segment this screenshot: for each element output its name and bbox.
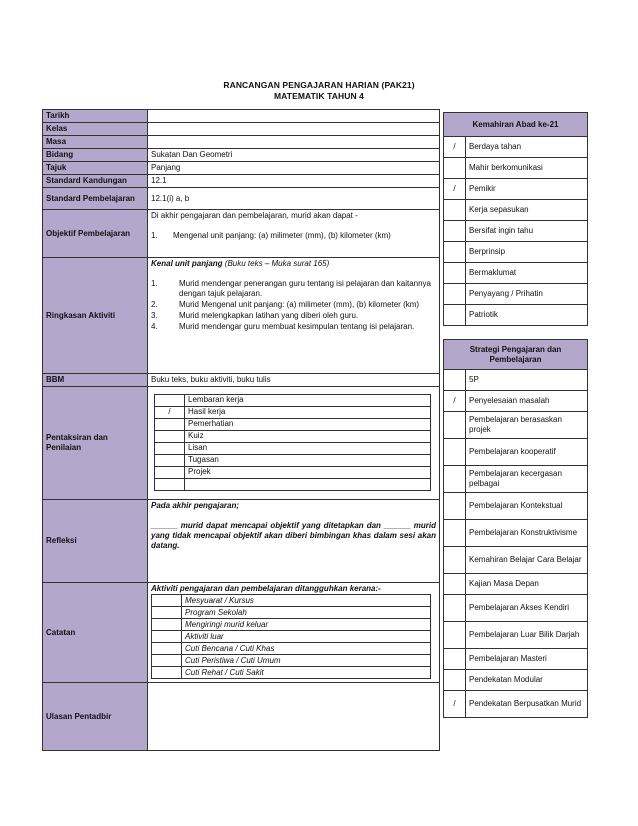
strategi-option: Kajian Masa Depan bbox=[466, 574, 588, 595]
kemahiran-checkbox[interactable] bbox=[444, 221, 466, 242]
strategi-row bbox=[444, 595, 588, 622]
standard-pembelajaran-label: Standard Pembelajaran bbox=[43, 188, 148, 210]
kemahiran-checkbox[interactable] bbox=[444, 242, 466, 263]
kemahiran-row bbox=[444, 158, 588, 179]
objektif-number: 1. bbox=[151, 231, 158, 240]
aktiviti-cell bbox=[148, 258, 440, 374]
tarikh-value[interactable] bbox=[148, 110, 440, 123]
kemahiran-row bbox=[444, 284, 588, 305]
catatan-row bbox=[152, 667, 431, 679]
catatan-option: Cuti Peristiwa / Cuti Umum bbox=[182, 655, 431, 667]
strategi-heading: Strategi Pengajaran dan Pembelajaran bbox=[444, 340, 588, 370]
catatan-checkbox[interactable] bbox=[152, 667, 182, 679]
aktiviti-reference: (Buku teks – Muka surat 165) bbox=[224, 259, 330, 268]
aktiviti-item-number: 1. bbox=[151, 279, 158, 288]
standard-kandungan-label: Standard Kandungan bbox=[43, 175, 148, 188]
strategi-option: Pembelajaran kecergasan pelbagai bbox=[466, 466, 588, 493]
catatan-option: Cuti Bencana / Cuti Khas bbox=[182, 643, 431, 655]
kelas-value[interactable] bbox=[148, 123, 440, 136]
bidang-label: Bidang bbox=[43, 149, 148, 162]
document-subtitle: MATEMATIK TAHUN 4 bbox=[274, 91, 364, 101]
strategi-option: 5P bbox=[466, 370, 588, 391]
aktiviti-item-number: 4. bbox=[151, 322, 158, 331]
kemahiran-checkbox[interactable]: / bbox=[444, 137, 466, 158]
tarikh-label: Tarikh bbox=[43, 110, 148, 123]
pentaksiran-option: Lembaran kerja bbox=[185, 394, 431, 406]
strategi-row bbox=[444, 574, 588, 595]
strategi-checkbox[interactable] bbox=[444, 439, 466, 466]
kemahiran-checkbox[interactable] bbox=[444, 200, 466, 221]
ulasan-label: Ulasan Pentadbir bbox=[43, 683, 148, 751]
pentaksiran-option bbox=[185, 478, 431, 490]
catatan-option: Cuti Rehat / Cuti Sakit bbox=[182, 667, 431, 679]
kemahiran-row bbox=[444, 242, 588, 263]
catatan-option: Program Sekolah bbox=[182, 607, 431, 619]
catatan-checkbox[interactable] bbox=[152, 643, 182, 655]
catatan-row bbox=[152, 655, 431, 667]
masa-label: Masa bbox=[43, 136, 148, 149]
strategi-option: Pembelajaran Akses Kendiri bbox=[466, 595, 588, 622]
pentaksiran-row bbox=[155, 442, 431, 454]
aktiviti-item-number: 2. bbox=[151, 300, 158, 309]
strategi-option: Kemahiran Belajar Cara Belajar bbox=[466, 547, 588, 574]
strategi-checkbox[interactable] bbox=[444, 649, 466, 670]
catatan-cell bbox=[148, 583, 440, 683]
refleksi-cell bbox=[148, 500, 440, 583]
strategi-option: Pembelajaran Masteri bbox=[466, 649, 588, 670]
pentaksiran-row bbox=[155, 418, 431, 430]
ulasan-value[interactable] bbox=[148, 683, 440, 751]
pentaksiran-option: Kuiz bbox=[185, 430, 431, 442]
catatan-row bbox=[152, 631, 431, 643]
pentaksiran-checkbox[interactable] bbox=[155, 394, 185, 406]
aktiviti-label: Ringkasan Aktiviti bbox=[43, 258, 148, 374]
kemahiran-option: Mahir berkomunikasi bbox=[466, 158, 588, 179]
pentaksiran-checkbox[interactable] bbox=[155, 454, 185, 466]
pentaksiran-option: Projek bbox=[185, 466, 431, 478]
kemahiran-option: Penyayang / Prihatin bbox=[466, 284, 588, 305]
strategi-row bbox=[444, 370, 588, 391]
catatan-row bbox=[152, 607, 431, 619]
standard-kandungan-value: 12.1 bbox=[148, 175, 440, 188]
catatan-checkbox[interactable] bbox=[152, 619, 182, 631]
kemahiran-checkbox[interactable] bbox=[444, 284, 466, 305]
aktiviti-item bbox=[151, 279, 431, 299]
catatan-checkbox[interactable] bbox=[152, 607, 182, 619]
strategi-row bbox=[444, 649, 588, 670]
aktiviti-heading: Kenal unit panjang bbox=[151, 259, 223, 268]
kemahiran-row bbox=[444, 179, 588, 200]
strategi-option: Pembelajaran kooperatif bbox=[466, 439, 588, 466]
strategi-row bbox=[444, 547, 588, 574]
strategi-row bbox=[444, 439, 588, 466]
pentaksiran-row bbox=[155, 478, 431, 490]
pentaksiran-option: Pemerhatian bbox=[185, 418, 431, 430]
pentaksiran-table bbox=[154, 394, 431, 491]
pentaksiran-option: Hasil kerja bbox=[185, 406, 431, 418]
kemahiran-option: Bersifat ingin tahu bbox=[466, 221, 588, 242]
kemahiran-row bbox=[444, 137, 588, 158]
kemahiran-table bbox=[443, 112, 588, 326]
strategi-checkbox[interactable] bbox=[444, 574, 466, 595]
strategi-checkbox[interactable] bbox=[444, 370, 466, 391]
catatan-option: Mengiringi murid keluar bbox=[182, 619, 431, 631]
aktiviti-item-text: Murid mendengar penerangan guru tentang isi pelajaran dan kaitannya dengan tajuk pelajaran. bbox=[179, 279, 431, 298]
pentaksiran-cell bbox=[148, 387, 440, 500]
strategi-row bbox=[444, 622, 588, 649]
refleksi-label: Refleksi bbox=[43, 500, 148, 583]
aktiviti-item bbox=[151, 322, 431, 332]
kemahiran-checkbox[interactable] bbox=[444, 263, 466, 284]
catatan-checkbox[interactable] bbox=[152, 631, 182, 643]
kemahiran-option: Bermaklumat bbox=[466, 263, 588, 284]
strategi-row bbox=[444, 466, 588, 493]
pentaksiran-option: Tugasan bbox=[185, 454, 431, 466]
catatan-row bbox=[152, 595, 431, 607]
aktiviti-item-text: Murid mendengar guru membuat kesimpulan tentang isi pelajaran. bbox=[179, 322, 415, 331]
pentaksiran-checkbox[interactable] bbox=[155, 466, 185, 478]
strategi-checkbox[interactable] bbox=[444, 412, 466, 439]
catatan-option: Mesyuarat / Kursus bbox=[182, 595, 431, 607]
kemahiran-row bbox=[444, 305, 588, 326]
strategi-option: Pembelajaran Konstruktivisme bbox=[466, 520, 588, 547]
kemahiran-option: Kerja sepasukan bbox=[466, 200, 588, 221]
strategi-option: Pendekatan Berpusatkan Murid bbox=[466, 691, 588, 718]
bidang-value: Sukatan Dan Geometri bbox=[148, 149, 440, 162]
kemahiran-checkbox[interactable] bbox=[444, 158, 466, 179]
pentaksiran-label: Pentaksiran dan Penilaian bbox=[43, 387, 148, 500]
pentaksiran-checkbox[interactable] bbox=[155, 442, 185, 454]
aktiviti-list bbox=[151, 279, 431, 332]
pentaksiran-row bbox=[155, 394, 431, 406]
kemahiran-option: Berprinsip bbox=[466, 242, 588, 263]
tajuk-label: Tajuk bbox=[43, 162, 148, 175]
strategi-row bbox=[444, 412, 588, 439]
catatan-checkbox[interactable] bbox=[152, 595, 182, 607]
kemahiran-option: Patriotik bbox=[466, 305, 588, 326]
strategi-checkbox[interactable] bbox=[444, 493, 466, 520]
strategi-checkbox[interactable] bbox=[444, 622, 466, 649]
catatan-row bbox=[152, 643, 431, 655]
tajuk-value: Panjang bbox=[148, 162, 440, 175]
refleksi-text: ______ murid dapat mencapai objektif yang ditetapkan dan ______ murid yang tidak mencapai objektif akan diberi bimbingan khas dalam sesi akan datang. bbox=[151, 521, 436, 550]
strategi-option: Pembelajaran Kontekstual bbox=[466, 493, 588, 520]
strategi-row bbox=[444, 391, 588, 412]
strategi-row bbox=[444, 493, 588, 520]
aktiviti-item bbox=[151, 311, 431, 321]
strategi-row bbox=[444, 691, 588, 718]
pentaksiran-checkbox[interactable]: / bbox=[155, 406, 185, 418]
strategi-checkbox[interactable]: / bbox=[444, 391, 466, 412]
catatan-checkbox[interactable] bbox=[152, 655, 182, 667]
aktiviti-item bbox=[151, 300, 431, 310]
kemahiran-row bbox=[444, 200, 588, 221]
bbm-value: Buku teks, buku aktiviti, buku tulis bbox=[148, 374, 440, 387]
document-title: RANCANGAN PENGAJARAN HARIAN (PAK21) bbox=[223, 80, 415, 90]
aktiviti-item-number: 3. bbox=[151, 311, 158, 320]
catatan-table bbox=[151, 594, 431, 679]
strategi-checkbox[interactable] bbox=[444, 670, 466, 691]
standard-pembelajaran-value: 12.1(i) a, b bbox=[148, 188, 440, 210]
aktiviti-item-text: Murid Mengenal unit panjang: (a) milimeter (mm), (b) kilometer (km) bbox=[179, 300, 420, 309]
strategi-checkbox[interactable] bbox=[444, 595, 466, 622]
pentaksiran-option: Lisan bbox=[185, 442, 431, 454]
kemahiran-checkbox[interactable] bbox=[444, 305, 466, 326]
strategi-option: Pendekatan Modular bbox=[466, 670, 588, 691]
strategi-option: Pembelajaran Luar Bilik Darjah bbox=[466, 622, 588, 649]
strategi-checkbox[interactable] bbox=[444, 547, 466, 574]
kemahiran-checkbox[interactable]: / bbox=[444, 179, 466, 200]
pentaksiran-row bbox=[155, 406, 431, 418]
strategi-row bbox=[444, 520, 588, 547]
kemahiran-option: Berdaya tahan bbox=[466, 137, 588, 158]
catatan-option: Aktiviti luar bbox=[182, 631, 431, 643]
pentaksiran-checkbox[interactable] bbox=[155, 430, 185, 442]
strategi-checkbox[interactable] bbox=[444, 520, 466, 547]
pentaksiran-checkbox[interactable] bbox=[155, 418, 185, 430]
kelas-label: Kelas bbox=[43, 123, 148, 136]
kemahiran-heading: Kemahiran Abad ke-21 bbox=[444, 113, 588, 137]
strategi-option: Penyelesaian masalah bbox=[466, 391, 588, 412]
strategi-option: Pembelajaran berasaskan projek bbox=[466, 412, 588, 439]
pentaksiran-row bbox=[155, 430, 431, 442]
kemahiran-option: Pemikir bbox=[466, 179, 588, 200]
lesson-plan-table bbox=[42, 109, 440, 751]
objektif-item: Mengenal unit panjang: (a) milimeter (mm), (b) kilometer (km) bbox=[173, 231, 391, 240]
pentaksiran-checkbox[interactable] bbox=[155, 478, 185, 490]
catatan-heading: Aktiviti pengajaran dan pembelajaran ditangguhkan kerana:- bbox=[151, 584, 381, 593]
strategi-checkbox[interactable] bbox=[444, 466, 466, 493]
kemahiran-row bbox=[444, 263, 588, 284]
refleksi-heading: Pada akhir pengajaran; bbox=[151, 501, 240, 510]
catatan-label: Catatan bbox=[43, 583, 148, 683]
objektif-label: Objektif Pembelajaran bbox=[43, 210, 148, 258]
strategi-table bbox=[443, 339, 588, 718]
pentaksiran-row bbox=[155, 454, 431, 466]
pentaksiran-row bbox=[155, 466, 431, 478]
kemahiran-row bbox=[444, 221, 588, 242]
objektif-cell bbox=[148, 210, 440, 258]
strategi-row bbox=[444, 670, 588, 691]
objektif-intro: Di akhir pengajaran dan pembelajaran, murid akan dapat - bbox=[151, 211, 358, 220]
catatan-row bbox=[152, 619, 431, 631]
masa-value[interactable] bbox=[148, 136, 440, 149]
strategi-checkbox[interactable]: / bbox=[444, 691, 466, 718]
bbm-label: BBM bbox=[43, 374, 148, 387]
aktiviti-item-text: Murid melengkapkan latihan yang diberi oleh guru. bbox=[179, 311, 359, 320]
